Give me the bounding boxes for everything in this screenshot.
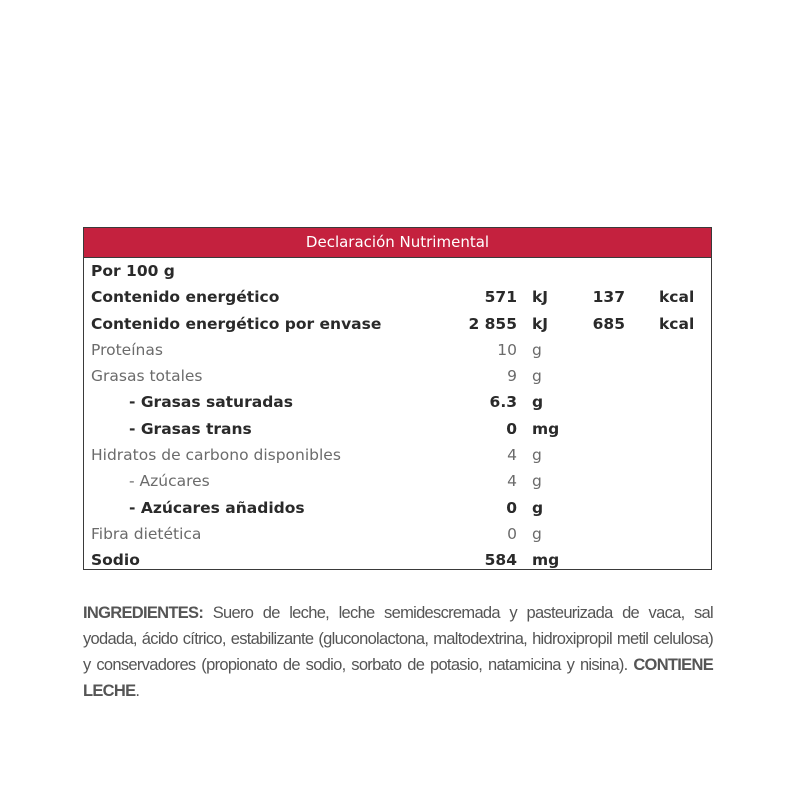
- nutrient-label: - Grasas saturadas: [129, 393, 293, 412]
- nutrient-unit: kJ: [532, 288, 549, 307]
- ingredients-heading: INGREDIENTES:: [83, 604, 204, 622]
- nutrient-value: 4: [507, 446, 517, 465]
- nutrient-value: 584: [484, 551, 517, 570]
- nutrient-label: - Azúcares: [129, 472, 210, 491]
- nutrition-row: [84, 258, 711, 284]
- nutrient-value: 6.3: [489, 393, 517, 412]
- nutrient-unit: g: [532, 446, 542, 465]
- nutrition-row: [84, 468, 711, 494]
- nutrient-value: 0: [506, 419, 517, 438]
- nutrient-value: 9: [507, 367, 517, 386]
- nutrient-value: 0: [507, 524, 517, 543]
- ingredients-end: .: [135, 682, 140, 700]
- nutrient-unit: g: [532, 524, 542, 543]
- nutrient-value: 4: [507, 472, 517, 491]
- nutrient-unit: kJ: [532, 314, 549, 333]
- nutrient-label: Contenido energético: [91, 288, 280, 307]
- nutrient-label: Fibra dietética: [91, 524, 202, 543]
- nutrition-row: [84, 495, 711, 521]
- ingredients-text: Suero de leche, leche semidescremada y pasteurizada de vaca, sal yodada, ácido cítrico, estabilizante (gluconolactona, maltodextrina, hidroxipropil metil celulosa) y conservadores (propionato de sodio, sorbato de potasio, natamicina y nisina).: [83, 604, 713, 674]
- nutrition-table: [83, 227, 712, 570]
- nutrient-value: 10: [497, 340, 517, 359]
- nutrition-row: [84, 416, 711, 442]
- nutrient-unit: g: [532, 393, 544, 412]
- nutrient-unit: g: [532, 472, 542, 491]
- nutrition-row: [84, 521, 711, 547]
- nutrition-row: [84, 547, 711, 573]
- energy-kcal-unit: kcal: [659, 314, 695, 333]
- nutrient-value: 0: [506, 498, 517, 517]
- nutrition-row: [84, 389, 711, 415]
- energy-kcal-value: 685: [592, 314, 625, 333]
- nutrition-row: [84, 311, 711, 337]
- nutrient-label: Grasas totales: [91, 367, 203, 386]
- nutrition-row: [84, 337, 711, 363]
- energy-kcal-value: 137: [592, 288, 625, 307]
- nutrient-value: 2 855: [468, 314, 517, 333]
- nutrition-row: [84, 284, 711, 310]
- nutrition-row: [84, 363, 711, 389]
- nutrient-unit: g: [532, 340, 542, 359]
- nutrient-label: - Azúcares añadidos: [129, 498, 305, 517]
- nutrient-unit: mg: [532, 551, 560, 570]
- nutrient-unit: g: [532, 367, 542, 386]
- nutrient-unit: mg: [532, 419, 560, 438]
- nutrient-label: - Grasas trans: [129, 419, 252, 438]
- nutrient-unit: g: [532, 498, 544, 517]
- allergen-warning: CONTIENE LECHE: [83, 656, 713, 700]
- energy-kcal-unit: kcal: [659, 288, 695, 307]
- nutrient-label: Por 100 g: [91, 262, 175, 280]
- ingredients-paragraph: [83, 600, 713, 704]
- nutrition-rows: [84, 258, 711, 574]
- nutrition-row: [84, 442, 711, 468]
- nutrient-label: Sodio: [91, 551, 140, 570]
- nutrient-value: 571: [484, 288, 517, 307]
- nutrition-table-title: Declaración Nutrimental: [84, 228, 711, 258]
- nutrient-label: Proteínas: [91, 340, 163, 359]
- nutrient-label: Hidratos de carbono disponibles: [91, 446, 341, 465]
- nutrient-label: Contenido energético por envase: [91, 314, 382, 333]
